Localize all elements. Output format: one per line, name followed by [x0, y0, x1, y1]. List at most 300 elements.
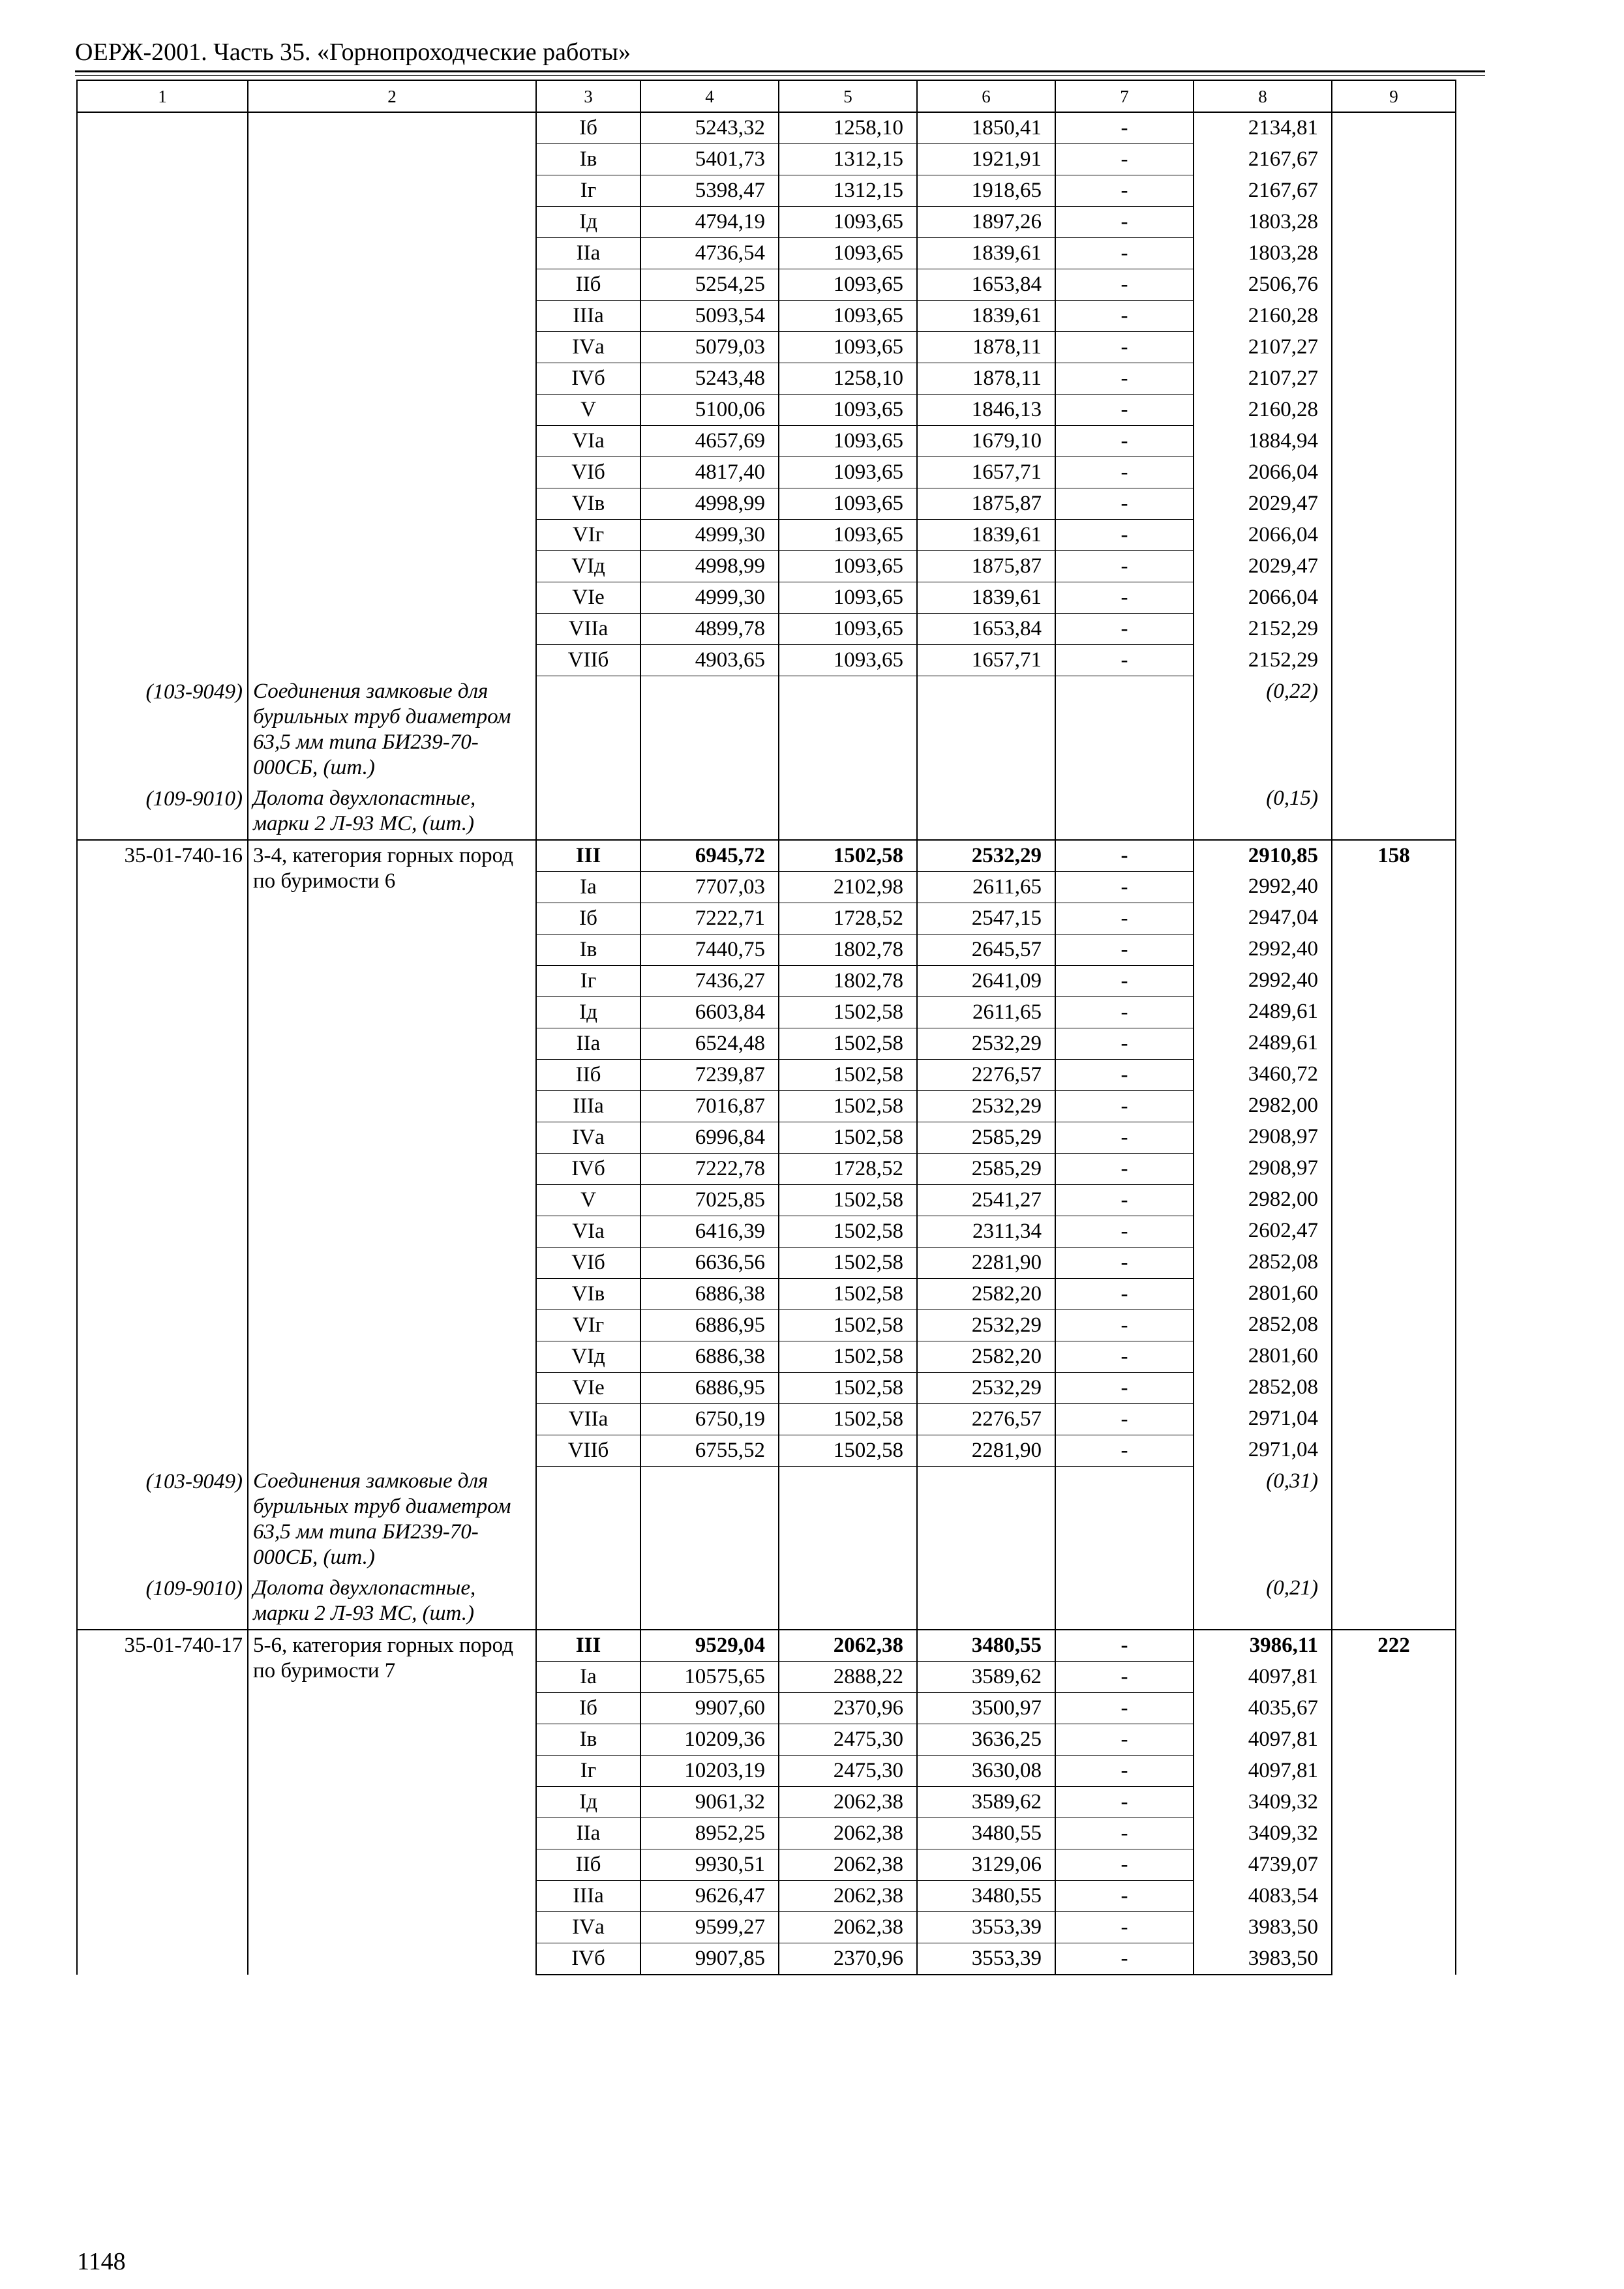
resource-name: Долота двухлопастные, марки 2 Л-93 МС, (шт.) — [248, 783, 536, 840]
cell-c3: IIIа — [536, 1090, 640, 1122]
cell-c6: 3480,55 — [917, 1818, 1055, 1849]
cell-c5: 1093,65 — [779, 269, 917, 301]
cell-c8: 2801,60 — [1194, 1341, 1332, 1372]
cell-c3: VIIа — [536, 1403, 640, 1435]
cell-c4: 10575,65 — [640, 1662, 779, 1693]
cell-c7: - — [1055, 1787, 1194, 1818]
cell-c7: - — [1055, 301, 1194, 332]
empty-cell — [640, 1466, 779, 1573]
resource-name: Соединения замковые для бурильных труб диаметром 63,5 мм типа БИ239-70-000СБ, (шт.) — [248, 676, 536, 783]
cell-c5: 1093,65 — [779, 207, 917, 238]
cell-c5: 1502,58 — [779, 1435, 917, 1466]
cell-c6: 2547,15 — [917, 903, 1055, 934]
cell-c8: 2910,85 — [1194, 840, 1332, 872]
cell-c7: - — [1055, 1247, 1194, 1278]
cell-c5: 1093,65 — [779, 551, 917, 582]
column-number: 5 — [779, 80, 917, 112]
empty-cell — [917, 676, 1055, 783]
cell-c7: - — [1055, 520, 1194, 551]
empty-cell — [536, 783, 640, 840]
cell-c4: 5398,47 — [640, 175, 779, 207]
cell-c8: 2134,81 — [1194, 112, 1332, 144]
empty-cell — [779, 783, 917, 840]
rate-description: 5-6, категория горных пород по буримости 7 — [253, 1634, 513, 1683]
cell-c8: 2971,04 — [1194, 1403, 1332, 1435]
cell-c3: VIа — [536, 1216, 640, 1247]
cell-c8: 2801,60 — [1194, 1278, 1332, 1309]
rate-code-cell — [77, 112, 248, 840]
cell-c8: 1803,28 — [1194, 207, 1332, 238]
cell-c4: 5401,73 — [640, 144, 779, 175]
cell-c8: 2992,40 — [1194, 965, 1332, 996]
cell-c8: 2908,97 — [1194, 1122, 1332, 1153]
cell-c7: - — [1055, 112, 1194, 144]
cell-c7: - — [1055, 1059, 1194, 1090]
cell-c3: VIв — [536, 488, 640, 520]
cell-c7: - — [1055, 426, 1194, 457]
cell-c8: 2992,40 — [1194, 934, 1332, 965]
cell-c7: - — [1055, 1435, 1194, 1466]
cell-c5: 1312,15 — [779, 175, 917, 207]
cell-c6: 1679,10 — [917, 426, 1055, 457]
cell-c7: - — [1055, 332, 1194, 363]
cell-c8: 3983,50 — [1194, 1912, 1332, 1943]
cell-c3: VIе — [536, 1372, 640, 1403]
cell-c7: - — [1055, 1122, 1194, 1153]
empty-cell — [1055, 1466, 1194, 1573]
cell-c5: 1093,65 — [779, 395, 917, 426]
cell-c4: 4817,40 — [640, 457, 779, 488]
cell-c4: 6886,38 — [640, 1278, 779, 1309]
column-number: 3 — [536, 80, 640, 112]
cell-c3: IVа — [536, 1912, 640, 1943]
cell-c8: 2982,00 — [1194, 1184, 1332, 1216]
cell-c4: 5254,25 — [640, 269, 779, 301]
cell-c6: 2582,20 — [917, 1341, 1055, 1372]
cell-c6: 1839,61 — [917, 238, 1055, 269]
cell-c7: - — [1055, 645, 1194, 676]
cell-c4: 7025,85 — [640, 1184, 779, 1216]
empty-cell — [640, 676, 779, 783]
empty-cell — [917, 1466, 1055, 1573]
empty-cell — [917, 1573, 1055, 1630]
cell-c3: III — [536, 840, 640, 872]
cell-c6: 3553,39 — [917, 1912, 1055, 1943]
cell-c7: - — [1055, 363, 1194, 395]
cell-c3: Iв — [536, 144, 640, 175]
cell-c8: 2107,27 — [1194, 363, 1332, 395]
cell-c8: 3460,72 — [1194, 1059, 1332, 1090]
cell-c5: 1093,65 — [779, 614, 917, 645]
empty-cell — [536, 1466, 640, 1573]
cell-c7: - — [1055, 144, 1194, 175]
cell-c4: 7239,87 — [640, 1059, 779, 1090]
cell-c6: 2541,27 — [917, 1184, 1055, 1216]
empty-cell — [536, 676, 640, 783]
cell-c7: - — [1055, 1630, 1194, 1662]
empty-cell — [779, 1466, 917, 1573]
cell-c4: 6945,72 — [640, 840, 779, 872]
column-number-row — [77, 80, 1456, 112]
empty-cell — [779, 676, 917, 783]
cell-c6: 2611,65 — [917, 871, 1055, 903]
cell-c9: 222 — [1332, 1630, 1456, 1975]
resource-code: (109-9010) — [145, 786, 243, 811]
cell-c7: - — [1055, 1403, 1194, 1435]
cell-c3: Iв — [536, 934, 640, 965]
cell-c8: 2066,04 — [1194, 582, 1332, 614]
cell-c7: - — [1055, 1881, 1194, 1912]
cell-c8: 2066,04 — [1194, 520, 1332, 551]
table-row — [77, 840, 1456, 872]
cell-c4: 5093,54 — [640, 301, 779, 332]
cell-c3: VIа — [536, 426, 640, 457]
cell-c7: - — [1055, 457, 1194, 488]
cell-c7: - — [1055, 1818, 1194, 1849]
cell-c6: 3129,06 — [917, 1849, 1055, 1881]
cell-c7: - — [1055, 269, 1194, 301]
resource-quantity: (0,21) — [1194, 1573, 1332, 1630]
cell-c3: Iг — [536, 1756, 640, 1787]
rate-code: 35-01-740-16 — [124, 843, 243, 867]
cell-c8: 2992,40 — [1194, 871, 1332, 903]
empty-cell — [1055, 676, 1194, 783]
cell-c7: - — [1055, 1216, 1194, 1247]
cell-c8: 2489,61 — [1194, 996, 1332, 1028]
cell-c7: - — [1055, 551, 1194, 582]
cell-c6: 2641,09 — [917, 965, 1055, 996]
empty-cell — [779, 1573, 917, 1630]
cell-c6: 1657,71 — [917, 645, 1055, 676]
cell-c7: - — [1055, 1184, 1194, 1216]
cell-c4: 5079,03 — [640, 332, 779, 363]
cell-c8: 2852,08 — [1194, 1247, 1332, 1278]
cell-c6: 1878,11 — [917, 332, 1055, 363]
cell-c8: 2160,28 — [1194, 395, 1332, 426]
cell-c3: IIа — [536, 1028, 640, 1059]
cell-c6: 1875,87 — [917, 551, 1055, 582]
cell-c4: 9907,60 — [640, 1693, 779, 1724]
cell-c7: - — [1055, 1153, 1194, 1184]
cell-c6: 2276,57 — [917, 1403, 1055, 1435]
column-number: 8 — [1194, 80, 1332, 112]
cell-c6: 2276,57 — [917, 1059, 1055, 1090]
cell-c8: 3983,50 — [1194, 1943, 1332, 1975]
cell-c3: Iб — [536, 1693, 640, 1724]
empty-cell — [640, 783, 779, 840]
cell-c3: Iб — [536, 112, 640, 144]
cell-c8: 4097,81 — [1194, 1756, 1332, 1787]
rate-description-cell — [248, 840, 536, 1467]
cell-c3: Iа — [536, 1662, 640, 1693]
cell-c4: 5243,32 — [640, 112, 779, 144]
cell-c3: VIв — [536, 1278, 640, 1309]
cell-c4: 7440,75 — [640, 934, 779, 965]
resource-quantity: (0,15) — [1194, 783, 1332, 840]
resource-name: Соединения замковые для бурильных труб диаметром 63,5 мм типа БИ239-70-000СБ, (шт.) — [248, 1466, 536, 1573]
cell-c8: 3409,32 — [1194, 1818, 1332, 1849]
cell-c7: - — [1055, 1090, 1194, 1122]
cell-c6: 2585,29 — [917, 1122, 1055, 1153]
cell-c4: 6755,52 — [640, 1435, 779, 1466]
cell-c8: 2029,47 — [1194, 551, 1332, 582]
cell-c4: 10209,36 — [640, 1724, 779, 1756]
cell-c5: 2102,98 — [779, 871, 917, 903]
cell-c7: - — [1055, 871, 1194, 903]
cell-c8: 2489,61 — [1194, 1028, 1332, 1059]
cell-c3: V — [536, 395, 640, 426]
cell-c6: 3589,62 — [917, 1662, 1055, 1693]
cell-c5: 1502,58 — [779, 1090, 917, 1122]
cell-c5: 1093,65 — [779, 238, 917, 269]
cell-c7: - — [1055, 1943, 1194, 1975]
cell-c5: 1093,65 — [779, 332, 917, 363]
cell-c4: 4657,69 — [640, 426, 779, 457]
cell-c8: 2152,29 — [1194, 645, 1332, 676]
cell-c4: 9061,32 — [640, 1787, 779, 1818]
cell-c7: - — [1055, 1724, 1194, 1756]
cell-c7: - — [1055, 1693, 1194, 1724]
cell-c5: 1258,10 — [779, 112, 917, 144]
cell-c3: VIд — [536, 1341, 640, 1372]
cell-c4: 4999,30 — [640, 520, 779, 551]
column-number: 6 — [917, 80, 1055, 112]
cell-c8: 4083,54 — [1194, 1881, 1332, 1912]
cell-c8: 2852,08 — [1194, 1372, 1332, 1403]
cell-c4: 6886,38 — [640, 1341, 779, 1372]
resource-row — [77, 1466, 1456, 1573]
header-rule — [75, 70, 1485, 72]
cell-c7: - — [1055, 996, 1194, 1028]
cell-c8: 2107,27 — [1194, 332, 1332, 363]
cell-c7: - — [1055, 1849, 1194, 1881]
cell-c6: 3589,62 — [917, 1787, 1055, 1818]
cell-c5: 2062,38 — [779, 1630, 917, 1662]
cell-c8: 2160,28 — [1194, 301, 1332, 332]
cell-c8: 2982,00 — [1194, 1090, 1332, 1122]
cell-c6: 2585,29 — [917, 1153, 1055, 1184]
cell-c6: 1839,61 — [917, 520, 1055, 551]
cell-c6: 2582,20 — [917, 1278, 1055, 1309]
cell-c3: VIе — [536, 582, 640, 614]
cell-c4: 6750,19 — [640, 1403, 779, 1435]
cell-c3: VIIб — [536, 1435, 640, 1466]
cell-c5: 1502,58 — [779, 996, 917, 1028]
cell-c6: 2281,90 — [917, 1247, 1055, 1278]
cell-c5: 1093,65 — [779, 457, 917, 488]
cell-c7: - — [1055, 1756, 1194, 1787]
cell-c4: 6416,39 — [640, 1216, 779, 1247]
cell-c5: 1502,58 — [779, 1184, 917, 1216]
cell-c6: 1897,26 — [917, 207, 1055, 238]
cell-c6: 1657,71 — [917, 457, 1055, 488]
cell-c4: 4794,19 — [640, 207, 779, 238]
rate-description: 3-4, категория горных пород по буримости 6 — [253, 843, 513, 893]
cell-c3: Iг — [536, 175, 640, 207]
cell-c5: 2475,30 — [779, 1756, 917, 1787]
cell-c7: - — [1055, 175, 1194, 207]
cell-c6: 2611,65 — [917, 996, 1055, 1028]
cell-c5: 1802,78 — [779, 965, 917, 996]
cell-c7: - — [1055, 965, 1194, 996]
cell-c4: 7222,71 — [640, 903, 779, 934]
cell-c3: Iа — [536, 871, 640, 903]
cell-c6: 2532,29 — [917, 1090, 1055, 1122]
cell-c5: 1502,58 — [779, 1372, 917, 1403]
cell-c6: 3553,39 — [917, 1943, 1055, 1975]
rate-description-cell — [248, 112, 536, 676]
cell-c5: 2062,38 — [779, 1818, 917, 1849]
cell-c3: IVб — [536, 1153, 640, 1184]
cell-c4: 9930,51 — [640, 1849, 779, 1881]
cell-c8: 2066,04 — [1194, 457, 1332, 488]
cell-c5: 1728,52 — [779, 1153, 917, 1184]
table-row — [77, 1630, 1456, 1662]
empty-cell — [640, 1573, 779, 1630]
cell-c6: 2532,29 — [917, 1372, 1055, 1403]
cell-c6: 2532,29 — [917, 1028, 1055, 1059]
resource-row — [77, 783, 1456, 840]
cell-c3: IIа — [536, 1818, 640, 1849]
cell-c5: 2888,22 — [779, 1662, 917, 1693]
cell-c3: IIб — [536, 269, 640, 301]
cell-c4: 7436,27 — [640, 965, 779, 996]
cell-c4: 10203,19 — [640, 1756, 779, 1787]
cell-c4: 5100,06 — [640, 395, 779, 426]
cell-c4: 7016,87 — [640, 1090, 779, 1122]
cell-c7: - — [1055, 934, 1194, 965]
cell-c4: 8952,25 — [640, 1818, 779, 1849]
cell-c6: 3480,55 — [917, 1881, 1055, 1912]
cell-c3: VIд — [536, 551, 640, 582]
cell-c6: 2281,90 — [917, 1435, 1055, 1466]
table-row — [77, 112, 1456, 144]
cell-c8: 4097,81 — [1194, 1662, 1332, 1693]
cell-c8: 1803,28 — [1194, 238, 1332, 269]
cell-c3: IIб — [536, 1059, 640, 1090]
cell-c7: - — [1055, 614, 1194, 645]
cell-c3: VIб — [536, 457, 640, 488]
cell-c5: 1093,65 — [779, 582, 917, 614]
cell-c6: 1846,13 — [917, 395, 1055, 426]
cell-c5: 1502,58 — [779, 1028, 917, 1059]
cell-c5: 1502,58 — [779, 1403, 917, 1435]
cell-c8: 2971,04 — [1194, 1435, 1332, 1466]
cell-c6: 1921,91 — [917, 144, 1055, 175]
cell-c5: 1502,58 — [779, 1341, 917, 1372]
resource-row — [77, 676, 1456, 783]
cell-c6: 2645,57 — [917, 934, 1055, 965]
cell-c6: 3480,55 — [917, 1630, 1055, 1662]
cell-c3: Iд — [536, 207, 640, 238]
cell-c8: 2908,97 — [1194, 1153, 1332, 1184]
cell-c7: - — [1055, 1372, 1194, 1403]
cell-c4: 4999,30 — [640, 582, 779, 614]
cell-c3: VIIб — [536, 645, 640, 676]
cell-c5: 2370,96 — [779, 1943, 917, 1975]
rate-description-cell — [248, 1630, 536, 1975]
table-body — [77, 80, 1456, 1975]
cell-c5: 2062,38 — [779, 1849, 917, 1881]
cell-c3: IIIа — [536, 1881, 640, 1912]
cell-c4: 6636,56 — [640, 1247, 779, 1278]
cell-c4: 6886,95 — [640, 1309, 779, 1341]
cell-c5: 1093,65 — [779, 301, 917, 332]
resource-code: (109-9010) — [145, 1577, 243, 1600]
cell-c9 — [1332, 112, 1456, 840]
cell-c3: Iб — [536, 903, 640, 934]
cell-c3: IVб — [536, 363, 640, 395]
resource-code: (103-9049) — [145, 680, 243, 704]
cell-c5: 1502,58 — [779, 1309, 917, 1341]
cell-c7: - — [1055, 1662, 1194, 1693]
cell-c4: 4736,54 — [640, 238, 779, 269]
cell-c6: 3636,25 — [917, 1724, 1055, 1756]
cell-c6: 1918,65 — [917, 175, 1055, 207]
cell-c8: 2167,67 — [1194, 175, 1332, 207]
cell-c8: 2506,76 — [1194, 269, 1332, 301]
cell-c4: 4899,78 — [640, 614, 779, 645]
cell-c6: 2532,29 — [917, 840, 1055, 872]
cell-c7: - — [1055, 1309, 1194, 1341]
cell-c4: 5243,48 — [640, 363, 779, 395]
cell-c5: 1312,15 — [779, 144, 917, 175]
cell-c3: IVа — [536, 332, 640, 363]
cell-c5: 2062,38 — [779, 1912, 917, 1943]
cell-c4: 7707,03 — [640, 871, 779, 903]
empty-cell — [917, 783, 1055, 840]
rate-code-cell — [77, 1630, 248, 1975]
cell-c3: VIб — [536, 1247, 640, 1278]
cell-c6: 1850,41 — [917, 112, 1055, 144]
cell-c7: - — [1055, 1341, 1194, 1372]
cell-c7: - — [1055, 1028, 1194, 1059]
cell-c8: 2152,29 — [1194, 614, 1332, 645]
resource-name: Долота двухлопастные, марки 2 Л-93 МС, (шт.) — [248, 1573, 536, 1630]
cell-c7: - — [1055, 238, 1194, 269]
rates-table — [76, 80, 1456, 1975]
cell-c7: - — [1055, 488, 1194, 520]
cell-c6: 1839,61 — [917, 582, 1055, 614]
cell-c5: 2475,30 — [779, 1724, 917, 1756]
cell-c5: 1502,58 — [779, 840, 917, 872]
cell-c3: VIг — [536, 1309, 640, 1341]
empty-cell — [536, 1573, 640, 1630]
cell-c6: 3630,08 — [917, 1756, 1055, 1787]
cell-c5: 1093,65 — [779, 645, 917, 676]
page-header: ОЕРЖ-2001. Часть 35. «Горнопроходческие работы» — [75, 38, 631, 66]
cell-c8: 4035,67 — [1194, 1693, 1332, 1724]
column-number: 2 — [248, 80, 536, 112]
cell-c4: 6886,95 — [640, 1372, 779, 1403]
cell-c5: 1502,58 — [779, 1059, 917, 1090]
cell-c5: 1728,52 — [779, 903, 917, 934]
cell-c4: 4903,65 — [640, 645, 779, 676]
cell-c5: 2062,38 — [779, 1787, 917, 1818]
page-number: 1148 — [77, 2248, 126, 2275]
cell-c6: 1653,84 — [917, 614, 1055, 645]
cell-c8: 3409,32 — [1194, 1787, 1332, 1818]
cell-c4: 6524,48 — [640, 1028, 779, 1059]
column-number: 7 — [1055, 80, 1194, 112]
cell-c6: 2311,34 — [917, 1216, 1055, 1247]
empty-cell — [1055, 783, 1194, 840]
resource-row — [77, 1573, 1456, 1630]
cell-c7: - — [1055, 1278, 1194, 1309]
rate-code: 35-01-740-17 — [124, 1634, 243, 1657]
cell-c4: 9626,47 — [640, 1881, 779, 1912]
rate-code-cell — [77, 840, 248, 1630]
